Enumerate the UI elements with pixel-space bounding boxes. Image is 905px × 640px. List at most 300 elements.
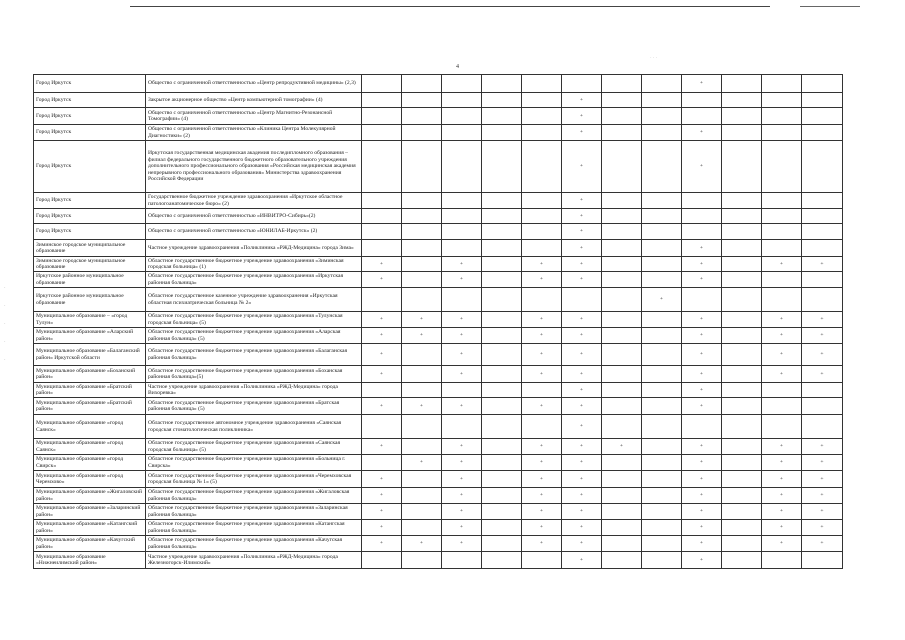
margin-scan-dots: · · · · · xyxy=(4,286,6,363)
mark-cell xyxy=(362,240,402,257)
table-row xyxy=(34,328,843,344)
mark-cell xyxy=(682,224,722,240)
mark-cell xyxy=(482,344,522,366)
organization-cell: Общество с ограниченной ответственностью «Клиника Центра Молекулярной Диагностики» (2) xyxy=(146,125,362,141)
mark-cell xyxy=(482,536,522,552)
mark-cell xyxy=(362,93,402,108)
table-row xyxy=(34,536,843,552)
mark-cell: + xyxy=(402,536,442,552)
mark-cell xyxy=(762,93,802,108)
mark-cell xyxy=(442,240,482,257)
mark-cell xyxy=(362,75,402,93)
municipality-cell: Город Иркутск xyxy=(34,125,146,141)
mark-cell: + xyxy=(522,257,562,272)
mark-cell xyxy=(722,344,762,366)
mark-cell xyxy=(482,141,522,193)
mark-cell: + xyxy=(442,344,482,366)
mark-cell xyxy=(522,383,562,398)
mark-cell xyxy=(362,288,402,312)
mark-cell xyxy=(602,504,642,520)
table-row xyxy=(34,240,843,257)
mark-cell xyxy=(402,272,442,288)
mark-cell: + xyxy=(522,471,562,488)
table-row xyxy=(34,552,843,569)
mark-cell: + xyxy=(562,504,602,520)
municipality-cell: Город Иркутск xyxy=(34,224,146,240)
organization-cell: Областное государственное бюджетное учреждение здравоохранения «Заларинская районная больница» xyxy=(146,504,362,520)
mark-cell xyxy=(642,536,682,552)
mark-cell xyxy=(602,471,642,488)
mark-cell xyxy=(402,488,442,504)
mark-cell: + xyxy=(522,344,562,366)
mark-cell: + xyxy=(522,439,562,455)
mark-cell: + xyxy=(562,383,602,398)
organization-cell: Областное государственное бюджетное учреждение здравоохранения «Аларская районная больница» (5) xyxy=(146,328,362,344)
mark-cell xyxy=(602,240,642,257)
organization-cell: Областное государственное бюджетное учреждение здравоохранения «Катангская районная больница» xyxy=(146,520,362,536)
mark-cell: + xyxy=(522,398,562,415)
mark-cell xyxy=(722,383,762,398)
mark-cell: + xyxy=(522,536,562,552)
mark-cell: + xyxy=(442,328,482,344)
municipality-cell: Муниципальное образование – «город Тулун» xyxy=(34,312,146,328)
mark-cell xyxy=(682,415,722,439)
mark-cell xyxy=(442,415,482,439)
mark-cell xyxy=(762,552,802,569)
mark-cell xyxy=(722,224,762,240)
mark-cell xyxy=(442,93,482,108)
mark-cell: + xyxy=(522,504,562,520)
mark-cell xyxy=(402,257,442,272)
mark-cell xyxy=(802,415,843,439)
mark-cell xyxy=(762,272,802,288)
mark-cell xyxy=(682,93,722,108)
mark-cell xyxy=(722,193,762,209)
mark-cell: + xyxy=(362,439,402,455)
mark-cell: + xyxy=(802,471,843,488)
municipality-cell: Муниципальное образование «город Свирск» xyxy=(34,455,146,471)
mark-cell xyxy=(722,471,762,488)
mark-cell xyxy=(802,209,843,224)
mark-cell: + xyxy=(682,328,722,344)
mark-cell: + xyxy=(682,552,722,569)
mark-cell xyxy=(642,141,682,193)
mark-cell xyxy=(602,488,642,504)
mark-cell xyxy=(722,108,762,125)
mark-cell xyxy=(442,193,482,209)
mark-cell: + xyxy=(522,520,562,536)
mark-cell xyxy=(522,288,562,312)
mark-cell: + xyxy=(562,552,602,569)
mark-cell xyxy=(362,383,402,398)
page-number: 4 xyxy=(456,64,459,70)
mark-cell: + xyxy=(762,328,802,344)
mark-cell: + xyxy=(362,471,402,488)
table-row xyxy=(34,209,843,224)
mark-cell: + xyxy=(762,344,802,366)
mark-cell xyxy=(402,552,442,569)
mark-cell xyxy=(802,141,843,193)
organization-cell: Областное государственное бюджетное учреждение здравоохранения «Тулунская городская больница» (5) xyxy=(146,312,362,328)
table-row xyxy=(34,75,843,93)
mark-cell xyxy=(722,257,762,272)
mark-cell xyxy=(642,93,682,108)
mark-cell: + xyxy=(682,504,722,520)
mark-cell xyxy=(402,209,442,224)
mark-cell: + xyxy=(442,439,482,455)
mark-cell xyxy=(402,240,442,257)
mark-cell xyxy=(522,125,562,141)
mark-cell: + xyxy=(562,398,602,415)
mark-cell xyxy=(722,312,762,328)
mark-cell xyxy=(762,398,802,415)
mark-cell xyxy=(362,455,402,471)
top-edge-line-right xyxy=(800,6,860,7)
mark-cell: + xyxy=(762,439,802,455)
mark-cell xyxy=(482,240,522,257)
organization-cell: Общество с ограниченной ответственностью «ЮНИЛАБ-Иркутск» (2) xyxy=(146,224,362,240)
mark-cell xyxy=(802,552,843,569)
mark-cell: + xyxy=(362,257,402,272)
mark-cell xyxy=(642,383,682,398)
mark-cell xyxy=(482,552,522,569)
mark-cell xyxy=(642,366,682,383)
mark-cell: + xyxy=(762,455,802,471)
mark-cell xyxy=(802,224,843,240)
mark-cell xyxy=(482,383,522,398)
mark-cell: + xyxy=(362,504,402,520)
mark-cell: + xyxy=(682,366,722,383)
mark-cell xyxy=(402,471,442,488)
municipality-cell: Муниципальное образование «Братский район» xyxy=(34,398,146,415)
mark-cell xyxy=(482,193,522,209)
mark-cell xyxy=(362,108,402,125)
municipality-cell: Муниципальное образование «Заларинский район» xyxy=(34,504,146,520)
mark-cell: + xyxy=(762,312,802,328)
mark-cell: + xyxy=(522,366,562,383)
table-row xyxy=(34,455,843,471)
organization-cell: Областное государственное бюджетное учреждение здравоохранения «Саянская городская больница» (5) xyxy=(146,439,362,455)
organization-cell: Частное учреждение здравоохранения «Поликлиника «РЖД-Медицина» города Зима» xyxy=(146,240,362,257)
municipality-cell: Муниципальное образование «Боханский район» xyxy=(34,366,146,383)
mark-cell: + xyxy=(362,398,402,415)
mark-cell xyxy=(522,240,562,257)
mark-cell xyxy=(762,108,802,125)
mark-cell xyxy=(602,108,642,125)
mark-cell xyxy=(762,224,802,240)
table-row xyxy=(34,312,843,328)
mark-cell xyxy=(522,193,562,209)
mark-cell: + xyxy=(562,344,602,366)
mark-cell: + xyxy=(442,257,482,272)
table-row xyxy=(34,439,843,455)
mark-cell: + xyxy=(682,383,722,398)
mark-cell xyxy=(482,312,522,328)
mark-cell xyxy=(682,288,722,312)
mark-cell xyxy=(482,257,522,272)
mark-cell: + xyxy=(362,328,402,344)
mark-cell: + xyxy=(362,488,402,504)
municipality-cell: Город Иркутск xyxy=(34,141,146,193)
mark-cell xyxy=(482,471,522,488)
mark-cell: + xyxy=(802,488,843,504)
mark-cell: + xyxy=(562,536,602,552)
mark-cell: + xyxy=(442,536,482,552)
mark-cell: + xyxy=(522,455,562,471)
mark-cell: + xyxy=(402,328,442,344)
mark-cell xyxy=(762,240,802,257)
mark-cell xyxy=(362,141,402,193)
mark-cell: + xyxy=(522,328,562,344)
municipality-cell: Муниципальное образование «Катангский район» xyxy=(34,520,146,536)
mark-cell xyxy=(602,209,642,224)
mark-cell xyxy=(762,288,802,312)
mark-cell xyxy=(642,415,682,439)
mark-cell xyxy=(402,193,442,209)
mark-cell xyxy=(722,520,762,536)
mark-cell: + xyxy=(402,455,442,471)
mark-cell xyxy=(482,439,522,455)
mark-cell xyxy=(722,93,762,108)
mark-cell xyxy=(802,125,843,141)
mark-cell xyxy=(482,75,522,93)
mark-cell xyxy=(722,439,762,455)
mark-cell xyxy=(722,552,762,569)
municipality-cell: Муниципальное образование «город Саянск» xyxy=(34,439,146,455)
organization-cell: Общество с ограниченной ответственностью «Центр Магнитно-Резонансной Томографии» (4) xyxy=(146,108,362,125)
mark-cell: + xyxy=(562,257,602,272)
municipality-cell: Город Иркутск xyxy=(34,193,146,209)
mark-cell: + xyxy=(362,344,402,366)
mark-cell: + xyxy=(562,471,602,488)
mark-cell xyxy=(402,93,442,108)
mark-cell xyxy=(602,415,642,439)
mark-cell: + xyxy=(682,439,722,455)
table-row xyxy=(34,272,843,288)
mark-cell xyxy=(642,193,682,209)
mark-cell xyxy=(802,383,843,398)
mark-cell xyxy=(442,75,482,93)
mark-cell xyxy=(442,552,482,569)
mark-cell xyxy=(402,108,442,125)
mark-cell xyxy=(562,288,602,312)
mark-cell: + xyxy=(682,75,722,93)
mark-cell xyxy=(402,344,442,366)
mark-cell: + xyxy=(562,125,602,141)
mark-cell xyxy=(402,504,442,520)
mark-cell xyxy=(602,552,642,569)
mark-cell xyxy=(602,141,642,193)
mark-cell: + xyxy=(362,312,402,328)
mark-cell xyxy=(642,488,682,504)
mark-cell: + xyxy=(362,536,402,552)
mark-cell xyxy=(402,439,442,455)
table-row xyxy=(34,344,843,366)
table-row xyxy=(34,193,843,209)
mark-cell: + xyxy=(402,312,442,328)
mark-cell: + xyxy=(562,415,602,439)
mark-cell: + xyxy=(402,398,442,415)
table-row xyxy=(34,93,843,108)
mark-cell xyxy=(402,520,442,536)
mark-cell: + xyxy=(562,93,602,108)
organization-cell: Областное государственное казенное учреждение здравоохранения «Иркутская областная психиатрическая больница № 2» xyxy=(146,288,362,312)
municipality-cell: Зиминское городское муниципальное образование xyxy=(34,240,146,257)
mark-cell: + xyxy=(802,439,843,455)
mark-cell xyxy=(602,288,642,312)
table-row xyxy=(34,415,843,439)
mark-cell: + xyxy=(562,455,602,471)
organization-cell: Областное государственное бюджетное учреждение здравоохранения «Качугская районная больница» xyxy=(146,536,362,552)
mark-cell xyxy=(642,504,682,520)
mark-cell xyxy=(602,536,642,552)
mark-cell xyxy=(522,141,562,193)
mark-cell xyxy=(642,398,682,415)
medical-organizations-table xyxy=(33,74,843,569)
table-row xyxy=(34,488,843,504)
mark-cell xyxy=(762,141,802,193)
mark-cell: + xyxy=(562,328,602,344)
mark-cell xyxy=(762,125,802,141)
mark-cell xyxy=(482,209,522,224)
mark-cell: + xyxy=(562,240,602,257)
mark-cell xyxy=(682,193,722,209)
mark-cell xyxy=(562,75,602,93)
municipality-cell: Муниципальное образование «Аларский район» xyxy=(34,328,146,344)
mark-cell: + xyxy=(762,504,802,520)
mark-cell xyxy=(602,398,642,415)
mark-cell: + xyxy=(762,366,802,383)
mark-cell xyxy=(722,328,762,344)
mark-cell xyxy=(362,193,402,209)
mark-cell xyxy=(402,75,442,93)
mark-cell: + xyxy=(802,366,843,383)
mark-cell: + xyxy=(682,398,722,415)
mark-cell: + xyxy=(442,520,482,536)
mark-cell: + xyxy=(682,536,722,552)
municipality-cell: Муниципальное образование «город Саянск» xyxy=(34,415,146,439)
organization-cell: Иркутская государственная медицинская академия последипломного образования – филиал федерального государственного бюджетного образовательного учреждения дополнительного профессионального образования «Российская медицинская академия непрерывного профессионального образования» Министерства здравоохранения Российской Федерации xyxy=(146,141,362,193)
mark-cell xyxy=(802,108,843,125)
mark-cell xyxy=(482,455,522,471)
mark-cell xyxy=(482,520,522,536)
mark-cell xyxy=(522,552,562,569)
mark-cell xyxy=(602,383,642,398)
municipality-cell: Город Иркутск xyxy=(34,209,146,224)
mark-cell xyxy=(722,455,762,471)
mark-cell xyxy=(802,288,843,312)
mark-cell xyxy=(642,125,682,141)
municipality-cell: Город Иркутск xyxy=(34,93,146,108)
mark-cell: + xyxy=(362,272,402,288)
mark-cell xyxy=(442,125,482,141)
mark-cell xyxy=(642,75,682,93)
municipality-cell: Муниципальное образование «город Черемхово» xyxy=(34,471,146,488)
organization-cell: Государственное бюджетное учреждение здравоохранения «Иркутское областное патологоанатомическое бюро» (2) xyxy=(146,193,362,209)
mark-cell xyxy=(722,272,762,288)
mark-cell xyxy=(522,224,562,240)
mark-cell xyxy=(602,75,642,93)
mark-cell: + xyxy=(602,439,642,455)
mark-cell xyxy=(642,471,682,488)
mark-cell: + xyxy=(762,471,802,488)
mark-cell: + xyxy=(522,312,562,328)
mark-cell xyxy=(642,108,682,125)
organization-cell: Частное учреждение здравоохранения «Поликлиника «РЖД-Медицина» города Железногорск-Илимский» xyxy=(146,552,362,569)
mark-cell: + xyxy=(442,366,482,383)
organization-cell: Областное государственное автономное учреждение здравоохранения «Саянская городская стоматологическая поликлиника» xyxy=(146,415,362,439)
organization-cell: Областное государственное бюджетное учреждение здравоохранения «Черемховская городская больница № 1» (5) xyxy=(146,471,362,488)
mark-cell xyxy=(602,312,642,328)
table-row xyxy=(34,520,843,536)
mark-cell xyxy=(642,209,682,224)
mark-cell: + xyxy=(682,488,722,504)
mark-cell: + xyxy=(562,108,602,125)
mark-cell: + xyxy=(442,471,482,488)
organization-cell: Областное государственное бюджетное учреждение здравоохранения «Балаганская районная больница» xyxy=(146,344,362,366)
mark-cell: + xyxy=(682,141,722,193)
mark-cell: + xyxy=(682,312,722,328)
mark-cell xyxy=(642,312,682,328)
mark-cell: + xyxy=(682,257,722,272)
mark-cell xyxy=(642,224,682,240)
mark-cell xyxy=(482,328,522,344)
municipality-cell: Зиминское городское муниципальное образование xyxy=(34,257,146,272)
table-row xyxy=(34,224,843,240)
mark-cell xyxy=(482,272,522,288)
mark-cell: + xyxy=(442,504,482,520)
mark-cell: + xyxy=(562,366,602,383)
mark-cell xyxy=(482,415,522,439)
mark-cell: + xyxy=(442,488,482,504)
mark-cell xyxy=(602,93,642,108)
mark-cell: + xyxy=(682,344,722,366)
mark-cell xyxy=(602,366,642,383)
mark-cell xyxy=(442,209,482,224)
mark-cell: + xyxy=(802,536,843,552)
mark-cell: + xyxy=(522,488,562,504)
table-row xyxy=(34,108,843,125)
mark-cell: + xyxy=(682,125,722,141)
table-row xyxy=(34,288,843,312)
mark-cell: + xyxy=(562,224,602,240)
mark-cell xyxy=(522,93,562,108)
mark-cell xyxy=(482,398,522,415)
organization-cell: Областное государственное бюджетное учреждение здравоохранения «Зиминская городская больница» (1) xyxy=(146,257,362,272)
mark-cell xyxy=(602,224,642,240)
municipality-cell: Муниципальное образование «Братский район» xyxy=(34,383,146,398)
mark-cell xyxy=(722,398,762,415)
mark-cell xyxy=(722,488,762,504)
table-row xyxy=(34,141,843,193)
mark-cell: + xyxy=(802,455,843,471)
mark-cell xyxy=(362,415,402,439)
mark-cell xyxy=(602,125,642,141)
municipality-cell: Муниципальное образование «Качугский район» xyxy=(34,536,146,552)
mark-cell: + xyxy=(562,439,602,455)
mark-cell: + xyxy=(562,272,602,288)
mark-cell xyxy=(602,344,642,366)
mark-cell xyxy=(522,415,562,439)
mark-cell: + xyxy=(362,520,402,536)
mark-cell xyxy=(442,288,482,312)
mark-cell xyxy=(402,288,442,312)
mark-cell xyxy=(762,415,802,439)
mark-cell xyxy=(402,125,442,141)
mark-cell xyxy=(642,240,682,257)
mark-cell: + xyxy=(562,312,602,328)
mark-cell xyxy=(402,415,442,439)
